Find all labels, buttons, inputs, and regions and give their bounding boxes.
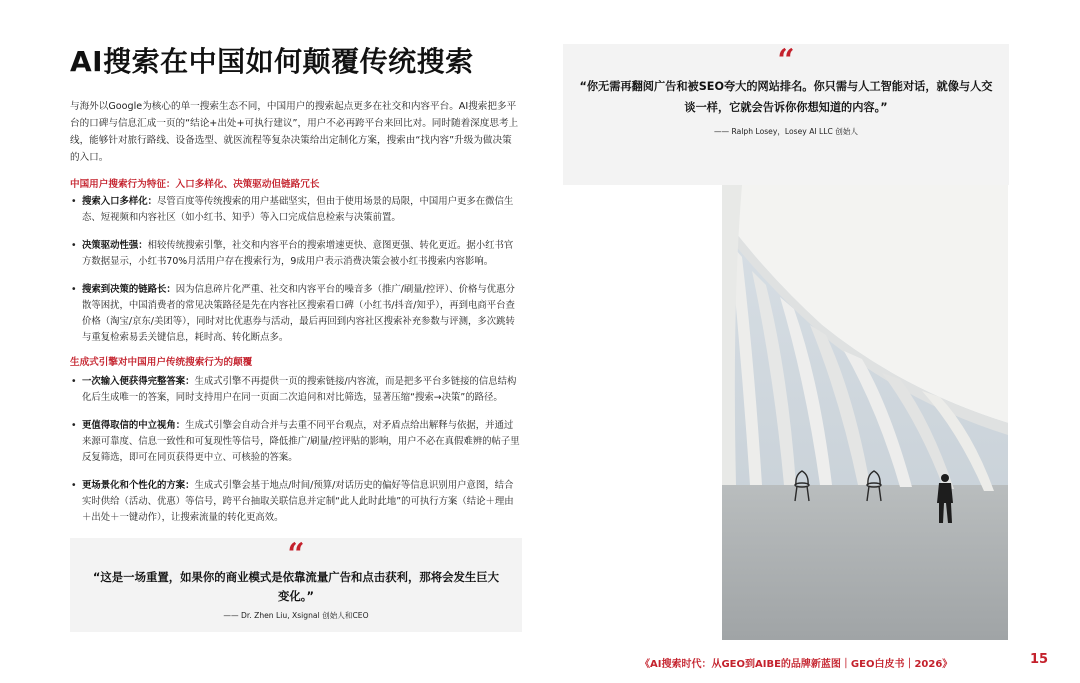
- quote-attribution: —— Ralph Losey，Losey AI LLC 创始人: [713, 127, 859, 136]
- footer-title: 《AI搜索时代：从GEO到AIBE的品牌新蓝图｜GEO白皮书｜2026》: [640, 659, 953, 670]
- list-item: [70, 238, 522, 270]
- bullet-lead: 搜索到决策的链路长：: [82, 284, 176, 295]
- architecture-photo: [722, 185, 1008, 640]
- quote-box-top: [563, 44, 1009, 185]
- quote-text: “你无需再翻阅广告和被SEO夸大的网站排名。你只需与人工智能对话，就像与人交谈一样，它就会告诉你你想知道的内容。”: [579, 80, 993, 114]
- section-heading-behavior: 中国用户搜索行为特征：入口多样化、决策驱动但链路冗长: [70, 179, 320, 190]
- behavior-bullet-list: [70, 194, 522, 346]
- bullet-lead: 更值得取信的中立视角：: [82, 420, 186, 431]
- list-item: [70, 418, 522, 466]
- page-title: AI搜索在中国如何颠覆传统搜索: [70, 45, 474, 78]
- bullet-lead: 更场景化和个性化的方案：: [82, 480, 195, 491]
- bullet-lead: 决策驱动性强：: [82, 240, 148, 251]
- bullet-text: 相较传统搜索引擎，社交和内容平台的搜索增速更快、意图更强、转化更近。据小红书官方数据显示，小红书70%月活用户存在搜索行为，9成用户表示消费决策会被小红书搜索内容影响。: [82, 240, 514, 267]
- list-item: [70, 282, 522, 346]
- list-item: [70, 374, 522, 406]
- list-item: [70, 194, 522, 226]
- quote-mark-icon: “: [287, 537, 305, 572]
- intro-paragraph: 与海外以Google为核心的单一搜索生态不同，中国用户的搜索起点更多在社交和内容平台。AI搜索把多平台的口碑与信息汇成一页的“结论+出处+可执行建议”，用户不必再跨平台来回比对。同时随着深度思考上线，能够针对旅行路线、设备选型、就医流程等复杂决策给出定制化方案，搜索由“找内容”升级为做决策的入口。: [70, 101, 519, 163]
- bullet-text: 生成式引擎不再提供一页的搜索链接/内容流，而是把多平台多链接的信息结构化后生成唯一的答案，同时支持用户在同一页面二次追问和对比筛选，显著压缩“搜索→决策”的路径。: [82, 376, 517, 403]
- quote-text: “这是一场重置，如果你的商业模式是依靠流量广告和点击获利，那将会发生巨大变化。”: [92, 570, 500, 603]
- quote-mark-icon: “: [777, 43, 795, 78]
- list-item: [70, 478, 522, 526]
- bullet-text: 生成式引擎会基于地点/时间/预算/对话历史的偏好等信息识别用户意图，结合实时供给（活动、优惠）等信号，跨平台抽取关联信息并定制“此人此时此地”的可执行方案（结论＋理由＋出处＋一键动作），让搜索流量的转化更高效。: [82, 480, 514, 523]
- quote-box-bottom: [70, 538, 522, 632]
- bullet-lead: 搜索入口多样化：: [82, 196, 158, 207]
- bullet-text: 生成式引擎会自动合并与去重不同平台观点，对矛盾点给出解释与依据，并通过来源可靠度、信息一致性和可复现性等信号，降低推广/刷量/控评贴的影响，用户不必在真假难辨的帖子里反复筛选，即可在同页获得更中立、可核验的答案。: [82, 420, 520, 463]
- page-number: 15: [1030, 652, 1049, 667]
- bullet-text: 因为信息碎片化严重、社交和内容平台的噪音多（推广/刷量/控评）、价格与优惠分散等困扰，中国消费者的常见决策路径是先在内容社区搜索看口碑（小红书/抖音/知乎），再到电商平台查价格（淘宝/京东/美团等），同时对比优惠券与活动，最后再回到内容社区搜索补充参数与评测，多次跳转与重复检索易丢关键信息，耗时高、转化断点多。: [82, 284, 515, 343]
- disruption-bullet-list: [70, 374, 522, 526]
- bullet-lead: 一次输入便获得完整答案：: [82, 376, 195, 387]
- section-heading-disruption: 生成式引擎对中国用户传统搜索行为的颠覆: [70, 357, 253, 368]
- quote-attribution: —— Dr. Zhen Liu, Xsignal 创始人和CEO: [223, 611, 369, 620]
- bullet-text: 尽管百度等传统搜索的用户基础坚实，但由于使用场景的局限，中国用户更多在微信生态、短视频和内容社区（如小红书、知乎）等入口完成信息检索与决策前置。: [82, 196, 514, 223]
